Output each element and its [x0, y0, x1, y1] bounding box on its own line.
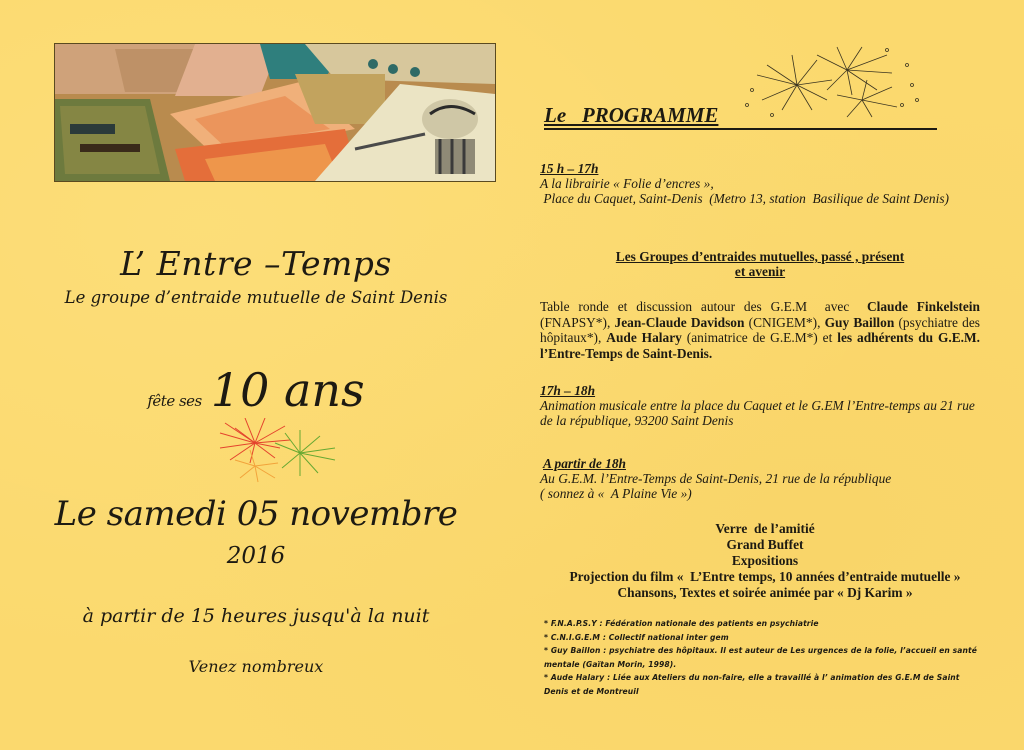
artwork-illustration-icon: [55, 44, 495, 181]
footnote: * F.N.A.P.S.Y : Fédération nationale des patients en psychiatrie: [544, 619, 819, 628]
round-table-heading-line-1: Les Groupes d’entraides mutuelles, passé , présent: [615, 249, 905, 264]
footnotes: [544, 617, 984, 699]
invitation-text: Venez nombreux: [188, 657, 324, 676]
programme-slot-2: [540, 383, 980, 428]
event-hours: à partir de 15 heures jusqu'à la nuit: [82, 605, 430, 627]
round-table-heading-line-2: et avenir: [734, 264, 786, 279]
event-title: L’ Entre –Temps: [120, 244, 392, 283]
highlight-item: Grand Buffet: [726, 537, 804, 552]
footnote: * C.N.I.G.E.M : Collectif national inter gem: [544, 632, 729, 642]
anniversary-prefix: fête ses: [147, 392, 202, 410]
highlight-item: Projection du film « L’Entre temps, 10 années d’entraide mutuelle »: [569, 569, 961, 584]
slot-time: 17h – 18h: [540, 383, 596, 398]
event-subtitle: Le groupe d’entraide mutuelle de Saint Denis: [64, 288, 448, 307]
round-table-heading: [540, 249, 980, 279]
speaker-role: (psychiatre des hôpitaux*),: [540, 314, 980, 345]
speaker-role: (CNIGEM*),: [748, 314, 821, 330]
slot-time: 15 h – 17h: [540, 161, 599, 176]
round-table-description: [540, 299, 980, 361]
slot-time: A partir de 18h: [543, 456, 626, 471]
slot-description-line: A la librairie « Folie d’encres »,: [540, 176, 714, 191]
highlight-item: Chansons, Textes et soirée animée par « Dj Karim »: [617, 585, 913, 600]
slot-description-line: Au G.E.M. l’Entre-Temps de Saint-Denis, 21 rue de la république: [540, 471, 892, 486]
programme-underline-divider: [544, 128, 937, 130]
speaker-name: Jean-Claude Davidson: [614, 314, 745, 330]
anniversary-line: [0, 363, 512, 417]
speaker-role: (FNAPSY*),: [540, 314, 611, 330]
speaker-name: Claude Finkelstein: [866, 299, 980, 314]
programme-title: Le PROGRAMME: [544, 103, 719, 127]
footnote: * Guy Baillon : psychiatre des hôpitaux. Il est auteur de Les urgences de la folie, l’accueil en santé mentale (Gaïtan Morin, 1998).: [544, 646, 977, 669]
slot-description-line: Place du Caquet, Saint-Denis (Metro 13, station Basilique de Saint Denis): [540, 191, 949, 206]
highlight-item: Verre de l’amitié: [715, 521, 815, 536]
speaker-name: Aude Halary: [606, 330, 682, 345]
slot-description-line: ( sonnez à « A Plaine Vie »): [540, 486, 692, 501]
evening-highlights: [540, 521, 990, 601]
banner-artwork-image: [54, 43, 496, 182]
event-date: Le samedi 05 novembre: [54, 494, 458, 534]
fireworks-sketch-icon: [737, 45, 922, 120]
highlight-item: Expositions: [731, 553, 799, 568]
speaker-name: Guy Baillon: [824, 314, 895, 330]
slot-description-line: Animation musicale entre la place du Caquet et le G.EM l’Entre-temps au 21 rue de la république, 93200 Saint Denis: [540, 398, 975, 428]
footnote: * Aude Halary : Liée aux Ateliers du non-faire, elle a travaillé à l’ animation des G.E.M de Saint Denis et de Montreuil: [544, 673, 960, 696]
event-year: 2016: [226, 543, 286, 569]
anniversary-main: 10 ans: [210, 363, 365, 417]
right-panel: [512, 0, 1024, 750]
speaker-role: (animatrice de G.E.M*) et: [686, 330, 833, 345]
programme-slot-3: [540, 456, 980, 501]
fireworks-icon: [200, 418, 350, 483]
programme-slot-1: [540, 161, 980, 206]
round-table-intro: Table ronde et discussion autour des G.E.M avec: [540, 299, 859, 314]
round-table-closing: les adhérents du G.E.M. l’Entre-Temps de Saint-Denis.: [540, 330, 981, 361]
